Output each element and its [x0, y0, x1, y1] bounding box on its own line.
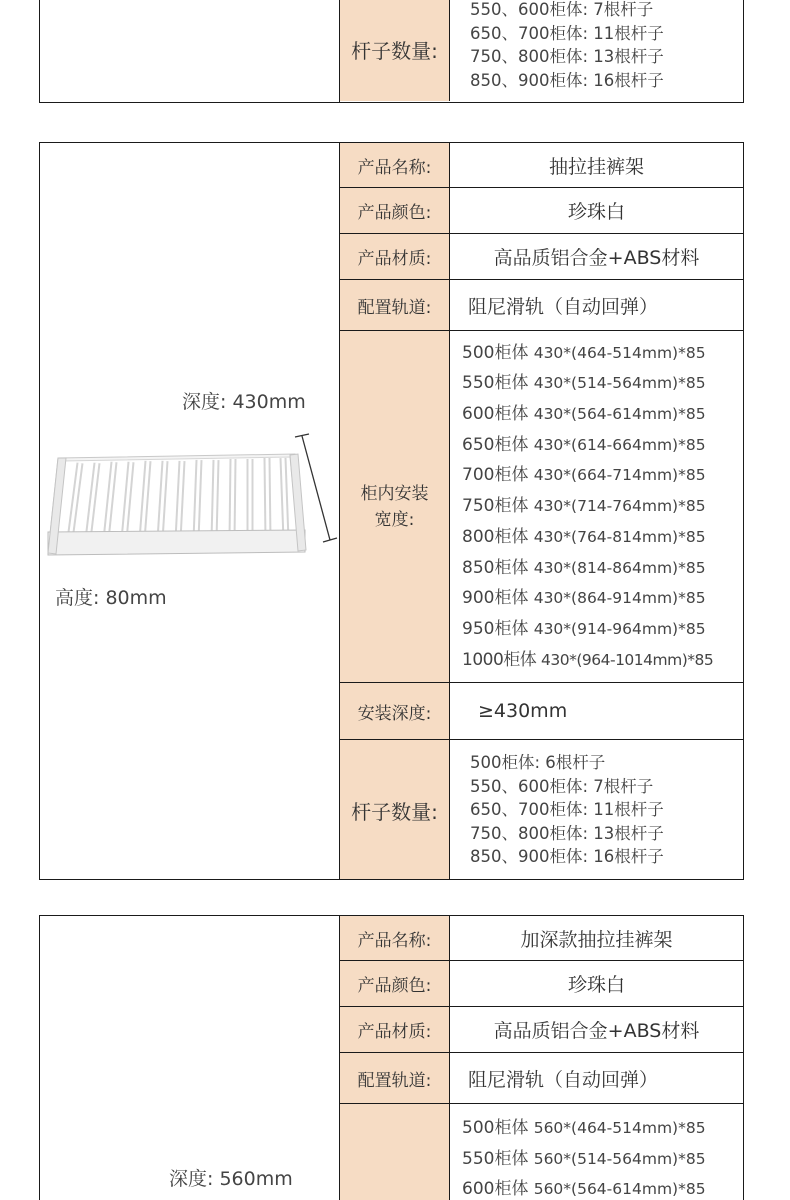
- list-item: 800柜体 430*(764-814mm)*85: [462, 526, 706, 547]
- spec-panel-previous: [39, 0, 744, 103]
- list-item: 950柜体 430*(914-964mm)*85: [462, 618, 706, 639]
- list-item: 550柜体 560*(514-564mm)*85: [462, 1148, 706, 1169]
- product-name-value: 抽拉挂裤架: [548, 155, 644, 178]
- list-item: 750、800柜体: 13根杆子: [470, 823, 664, 843]
- product-name-label: 产品名称:: [340, 916, 450, 960]
- list-item: 650、700柜体: 11根杆子: [470, 23, 664, 43]
- rail-value: 阻尼滑轨（自动回弹）: [468, 295, 659, 318]
- list-item: 900柜体 430*(864-914mm)*85: [462, 588, 706, 609]
- row-install-width: [340, 331, 743, 683]
- list-item: 550、600柜体: 7根杆子: [470, 776, 654, 796]
- product-image-area: [40, 916, 340, 1200]
- product-color-value: 珍珠白: [567, 974, 625, 996]
- rail-label: 配置轨道:: [340, 1053, 450, 1103]
- product-material-value: 高品质铝合金+ABS材料: [493, 1020, 700, 1042]
- list-item: 500柜体 560*(464-514mm)*85: [462, 1118, 706, 1138]
- install-width-list: [450, 1104, 743, 1200]
- row-product-material: [340, 234, 743, 280]
- list-item: 550、600柜体: 7根杆子: [470, 0, 654, 19]
- row-product-name: [340, 916, 743, 961]
- row-product-color: [340, 961, 743, 1007]
- list-item: 1000柜体 430*(964-1014mm)*85: [462, 649, 714, 670]
- product-color-label: 产品颜色:: [340, 961, 450, 1006]
- list-item: 850、900柜体: 16根杆子: [470, 70, 664, 90]
- list-item: 850柜体 430*(814-864mm)*85: [462, 557, 706, 578]
- product-color-label: 产品颜色:: [340, 188, 450, 233]
- row-product-material: [340, 1007, 743, 1053]
- list-item: 500柜体 430*(464-514mm)*85: [462, 342, 706, 363]
- product-material-label: 产品材质:: [340, 234, 450, 279]
- depth-dimension: 深度: 430mm: [182, 391, 306, 413]
- list-item: 650、700柜体: 11根杆子: [470, 800, 664, 820]
- install-width-label-line1: 柜内安装: [360, 483, 429, 504]
- rod-count-list: [450, 0, 743, 101]
- product-name-value: 加深款抽拉挂裤架: [520, 928, 673, 951]
- product-material-label: 产品材质:: [340, 1007, 450, 1052]
- list-item: 850、900柜体: 16根杆子: [470, 847, 664, 867]
- install-width-list: [450, 331, 743, 682]
- row-rod-count: [340, 740, 743, 880]
- trouser-rack-image: [40, 428, 340, 578]
- row-product-name: [340, 143, 743, 188]
- install-width-label: [340, 331, 450, 682]
- install-width-label-line2: 宽度:: [374, 509, 415, 530]
- spec-panel-product-2: [39, 915, 744, 1200]
- spec-panel-product-1: [39, 142, 744, 880]
- row-install-depth: [340, 683, 743, 740]
- row-rod-count: [340, 0, 743, 101]
- install-depth-value: ≥430mm: [478, 700, 568, 722]
- rod-count-label: 杆子数量:: [340, 0, 450, 101]
- rail-label: 配置轨道:: [340, 280, 450, 330]
- list-item: 500柜体: 6根杆子: [470, 753, 606, 773]
- list-item: 550柜体 430*(514-564mm)*85: [462, 373, 706, 394]
- rail-value: 阻尼滑轨（自动回弹）: [468, 1068, 659, 1091]
- product-material-value: 高品质铝合金+ABS材料: [493, 247, 700, 269]
- row-product-color: [340, 188, 743, 234]
- product-color-value: 珍珠白: [567, 201, 625, 223]
- install-depth-label: 安装深度:: [340, 683, 450, 739]
- row-rail: [340, 280, 743, 331]
- row-rail: [340, 1053, 743, 1104]
- install-width-label: [340, 1104, 450, 1200]
- list-item: 700柜体 430*(664-714mm)*85: [462, 465, 706, 486]
- list-item: 600柜体 560*(564-614mm)*85: [462, 1179, 706, 1200]
- list-item: 650柜体 430*(614-664mm)*85: [462, 434, 706, 455]
- list-item: 600柜体 430*(564-614mm)*85: [462, 404, 706, 425]
- row-install-width: [340, 1104, 743, 1200]
- height-dimension: 高度: 80mm: [55, 587, 167, 609]
- image-area: [40, 0, 340, 102]
- depth-dimension: 深度: 560mm: [169, 1168, 293, 1190]
- rod-count-list: [450, 740, 743, 880]
- product-image-area: [40, 143, 340, 879]
- rack-drawing: [48, 434, 337, 555]
- product-name-label: 产品名称:: [340, 143, 450, 187]
- rod-count-label: 杆子数量:: [340, 740, 450, 880]
- list-item: 750柜体 430*(714-764mm)*85: [462, 496, 706, 517]
- list-item: 750、800柜体: 13根杆子: [470, 47, 664, 66]
